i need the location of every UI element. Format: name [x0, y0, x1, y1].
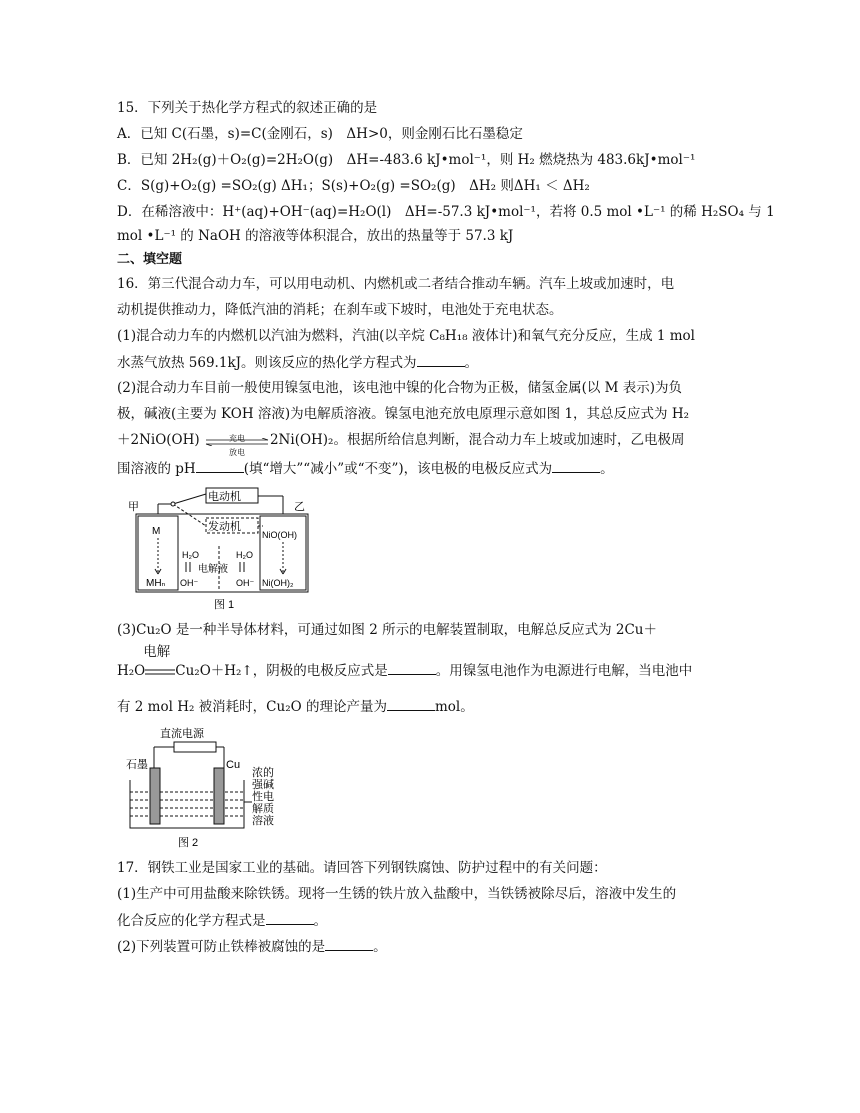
reversible-arrow-icon [204, 431, 270, 457]
figure-1-nimh-battery [128, 486, 318, 614]
text: ＋2NiO(OH) [117, 432, 200, 448]
label-solution-5: 溶液 [252, 815, 274, 827]
answer-blank[interactable] [325, 936, 373, 951]
text: mol。 [434, 699, 474, 715]
label-graphite: 石墨 [126, 759, 148, 771]
label-motor: 电动机 [208, 491, 241, 503]
label-nioh2: Ni(OH)₂ [262, 578, 294, 588]
text: 。 [464, 355, 479, 371]
text: 有 2 mol H₂ 被消耗时，Cu₂O 的理论产量为 [117, 699, 387, 715]
answer-blank[interactable] [387, 696, 435, 711]
q16-part3-line2 [117, 643, 693, 682]
answer-blank[interactable] [196, 458, 244, 473]
label-engine: 发动机 [208, 521, 241, 533]
label-dc-power: 直流电源 [160, 728, 204, 740]
label-m: M [152, 526, 161, 537]
label-oh-right: OH⁻ [236, 578, 255, 588]
text: 。用镍氢电池作为电源进行电解，当电池中 [435, 663, 693, 679]
q15-option-b: B．已知 2H₂(g)＋O₂(g)=2H₂O(g) ΔH=-483.6 kJ•mol⁻¹，则 H₂ 燃烧热为 483.6kJ•mol⁻¹ [117, 152, 696, 168]
q17-part1-line2 [117, 910, 327, 931]
q15-option-d-line2: mol •L⁻¹ 的 NaOH 的溶液等体积混合，放出的热量等于 57.3 kJ [117, 228, 514, 244]
arrow-label-charge: 充电 [228, 433, 245, 443]
text: 化合反应的化学方程式是 [117, 913, 266, 929]
q16-part1-line1: (1)混合动力车的内燃机以汽油为燃料，汽油(以辛烷 C₈H₁₈ 液体计)和氧气充分反应，生成 1 mol [117, 328, 695, 344]
q16-part3-line1: (3)Cu₂O 是一种半导体材料，可通过如图 2 所示的电解装置制取，电解总反应式为 2Cu＋ [117, 622, 657, 638]
answer-blank[interactable] [266, 910, 314, 925]
text: (2)下列装置可防止铁棒被腐蚀的是 [117, 939, 326, 955]
label-jia: 甲 [128, 501, 139, 513]
q16-part3-line3 [117, 696, 474, 717]
answer-blank[interactable] [552, 458, 600, 473]
label-electrolyte: 电解液 [198, 564, 228, 575]
label-niooh: NiO(OH) [262, 530, 297, 540]
text: 2Ni(OH)₂。根据所给信息判断，混合动力车上坡或加速时，乙电极周 [269, 432, 685, 448]
q15-option-d-line1: D．在稀溶液中：H⁺(aq)+OH⁻(aq)=H₂O(l) ΔH=-57.3 kJ•mol⁻¹，若将 0.5 mol •L⁻¹ 的稀 H₂SO₄ 与 1 [117, 204, 775, 220]
q17-part2 [117, 936, 387, 957]
label-solution-3: 性电 [252, 791, 274, 803]
q16-line2: 动机提供推动力，降低汽油的消耗；在刹车或下坡时，电池处于充电状态。 [117, 302, 563, 318]
label-solution-2: 强碱 [252, 779, 274, 791]
answer-blank[interactable] [417, 352, 465, 367]
q16-part1-line2 [117, 352, 478, 373]
text: 水蒸气放热 569.1kJ。则该反应的热化学方程式为 [117, 355, 417, 371]
q15-stem: 15．下列关于热化学方程式的叙述正确的是 [117, 100, 378, 116]
q16-part2-line3 [117, 430, 685, 457]
text: 。 [313, 913, 327, 929]
q16-part2-line1: (2)混合动力车目前一般使用镍氢电池，该电池中镍的化合物为正极，储氢金属(以 M 表示)为负 [117, 380, 683, 396]
label-mhn: MHₙ [146, 578, 166, 589]
label-cu: Cu [226, 759, 241, 771]
figure-2-electrolysis-cell [126, 724, 286, 850]
label-solution-1: 浓的 [252, 767, 274, 779]
q17-part1-line1: (1)生产中可用盐酸来除铁锈。现将一生锈的铁片放入盐酸中，当铁锈被除尽后，溶液中发生的 [117, 886, 677, 902]
text: Cu₂O＋H₂↑，阴极的电极反应式是 [175, 663, 388, 679]
label-h2o-right: H₂O [236, 550, 253, 560]
text: 围溶液的 pH [117, 461, 196, 477]
figure-1-caption: 图 1 [214, 599, 235, 611]
section-heading: 二、填空题 [117, 252, 183, 267]
figure-2-caption: 图 2 [178, 837, 199, 849]
answer-blank[interactable] [388, 660, 436, 675]
text: (填“增大”“减小”或“不变”)，该电极的电极反应式为 [243, 461, 553, 477]
q16-part2-line4 [117, 458, 614, 479]
text: 。 [600, 461, 614, 477]
electrolysis-equals-icon [143, 643, 175, 682]
text: H₂O [117, 663, 146, 679]
q15-option-c: C．S(g)+O₂(g) =SO₂(g) ΔH₁；S(s)+O₂(g) =SO₂(g) ΔH₂ 则ΔH₁ ＜ ΔH₂ [117, 178, 590, 194]
eq-label: 电解 [143, 643, 171, 660]
label-solution-4: 解质 [252, 803, 274, 815]
q16-line1: 16．第三代混合动力车，可以用电动机、内燃机或二者结合推动车辆。汽车上坡或加速时，电 [117, 276, 675, 292]
label-oh-left: OH⁻ [180, 578, 199, 588]
arrow-label-discharge: 放电 [228, 447, 245, 457]
label-yi: 乙 [294, 501, 305, 513]
label-h2o-left: H₂O [182, 550, 199, 560]
text: 。 [373, 939, 387, 955]
q15-option-a: A．已知 C(石墨，s)=C(金刚石，s) ΔH>0，则金刚石比石墨稳定 [117, 126, 523, 142]
q16-part2-line2: 极，碱液(主要为 KOH 溶液)为电解质溶液。镍氢电池充放电原理示意如图 1，其总反应式为 H₂ [117, 406, 690, 422]
q17-line1: 17．钢铁工业是国家工业的基础。请回答下列钢铁腐蚀、防护过程中的有关问题： [117, 860, 607, 876]
